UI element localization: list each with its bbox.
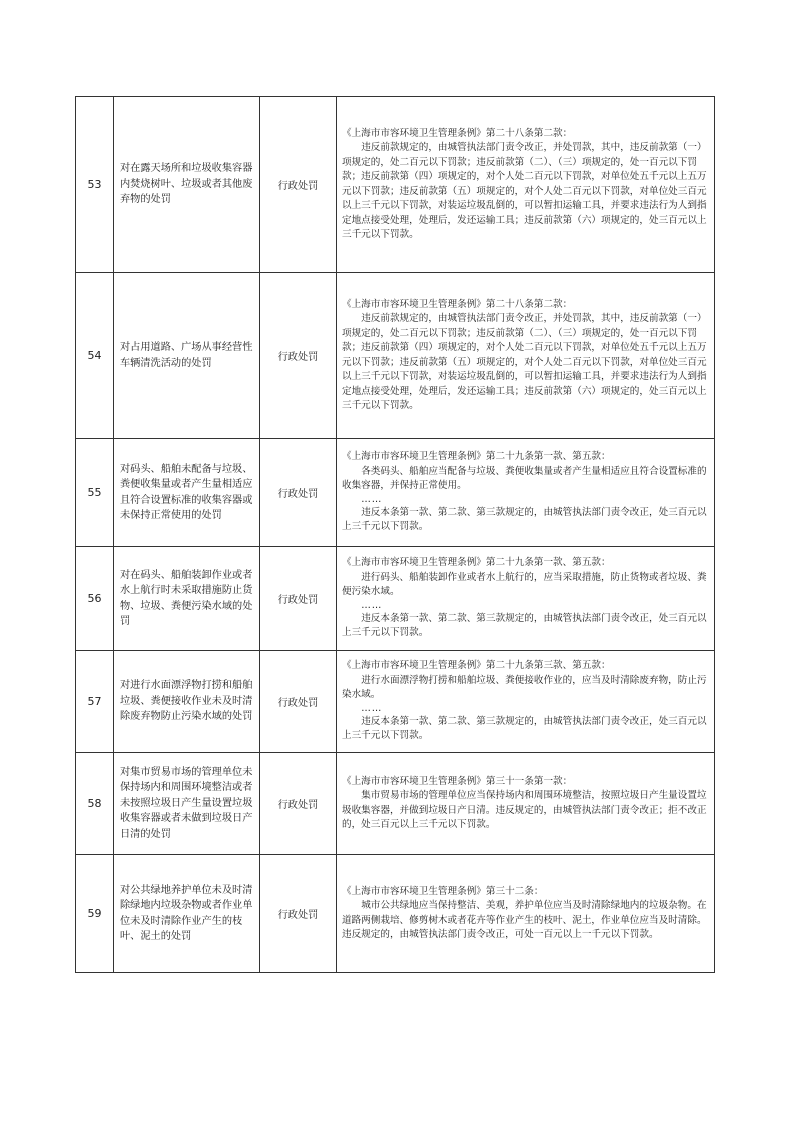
basis-text: 各类码头、船舶应当配备与垃圾、粪便收集量或者产生量相适应且符合设置标准的收集容器，并保持正常使用。	[342, 465, 707, 492]
basis-text: 集市贸易市场的管理单位应当保持场内和周围环境整洁，按照垃圾日产生量设置垃圾收集容器，并做到垃圾日产日清。违反规定的，由城管执法部门责令改正；拒不改正的，处三百元以上三千元以下罚款。	[342, 790, 707, 830]
item-name: 对进行水面漂浮物打捞和船舶垃圾、粪便接收作业未及时清除废弃物防止污染水域的处罚	[114, 651, 260, 753]
basis-text: 进行水面漂浮物打捞和船舶垃圾、粪便接收作业的，应当及时清除废弃物，防止污染水域。	[342, 674, 707, 701]
legal-basis	[337, 273, 715, 439]
basis-ellipsis: ……	[361, 493, 383, 505]
table-row	[76, 651, 715, 753]
item-number: 54	[76, 273, 114, 439]
basis-text: 城市公共绿地应当保持整洁、美观，养护单位应当及时清除绿地内的垃圾杂物。在道路两侧栽培、修剪树木或者花卉等作业产生的枝叶、泥土，作业单位应当及时清除。违反规定的，由城管执法部门责令改正，可处一百元以上一千元以下罚款。	[342, 900, 707, 940]
table-row	[76, 855, 715, 973]
item-type: 行政处罚	[260, 439, 337, 547]
basis-citation: 《上海市市容环境卫生管理条例》第三十一条第一款：	[342, 775, 573, 787]
legal-basis	[337, 855, 715, 973]
basis-text: 违反前款规定的，由城管执法部门责令改正，并处罚款，其中，违反前款第（一）项规定的，处二百元以下罚款；违反前款第（二）、（三）项规定的，处一百元以下罚款；违反前款第（四）项规定的，对个人处二百元以下罚款，对单位处五千元以上五万元以下罚款；违反前款第（五）项规定的，对个人处二百元以下罚款，对单位处三百元以上三千元以下罚款，对装运垃圾乱倒的，可以暂扣运输工具，并要求违法行为人到指定地点接受处理，处理后，发还运输工具；违反前款第（六）项规定的，处三百元以上三千元以下罚款。	[342, 142, 707, 240]
item-name: 对在码头、船舶装卸作业或者水上航行时未采取措施防止货物、垃圾、粪便污染水域的处罚	[114, 547, 260, 651]
item-number: 59	[76, 855, 114, 973]
legal-basis	[337, 753, 715, 855]
basis-citation: 《上海市市容环境卫生管理条例》第二十九条第三款、第五款：	[342, 660, 611, 672]
basis-text: 违反本条第一款、第二款、第三款规定的，由城管执法部门责令改正，处三百元以上三千元以下罚款。	[342, 715, 707, 742]
legal-basis	[337, 547, 715, 651]
item-number: 56	[76, 547, 114, 651]
legal-basis	[337, 651, 715, 753]
item-name: 对码头、船舶未配备与垃圾、粪便收集量或者产生量相适应且符合设置标准的收集容器或未保持正常使用的处罚	[114, 439, 260, 547]
table-row	[76, 273, 715, 439]
item-type: 行政处罚	[260, 753, 337, 855]
legal-basis	[337, 97, 715, 273]
item-type: 行政处罚	[260, 97, 337, 273]
table-row	[76, 753, 715, 855]
basis-citation: 《上海市市容环境卫生管理条例》第二十八条第二款：	[342, 127, 573, 139]
item-number: 55	[76, 439, 114, 547]
item-number: 57	[76, 651, 114, 753]
basis-text: 违反前款规定的，由城管执法部门责令改正，并处罚款，其中，违反前款第（一）项规定的，处二百元以下罚款；违反前款第（二）、（三）项规定的，处一百元以下罚款；违反前款第（四）项规定的，对个人处二百元以下罚款，对单位处五千元以上五万元以下罚款；违反前款第（五）项规定的，对个人处二百元以下罚款，对单位处三百元以上三千元以下罚款，对装运垃圾乱倒的，可以暂扣运输工具，并要求违法行为人到指定地点接受处理，处理后，发还运输工具；违反前款第（六）项规定的，处三百元以上三千元以下罚款。	[342, 313, 707, 411]
item-number: 53	[76, 97, 114, 273]
basis-citation: 《上海市市容环境卫生管理条例》第二十九条第一款、第五款：	[342, 451, 611, 463]
basis-citation: 《上海市市容环境卫生管理条例》第二十八条第二款：	[342, 298, 573, 310]
table-row	[76, 97, 715, 273]
item-type: 行政处罚	[260, 651, 337, 753]
item-type: 行政处罚	[260, 855, 337, 973]
legal-basis	[337, 439, 715, 547]
table-row	[76, 439, 715, 547]
basis-text: 违反本条第一款、第二款、第三款规定的，由城管执法部门责令改正，处三百元以上三千元以下罚款。	[342, 506, 707, 533]
item-name: 对在露天场所和垃圾收集容器内焚烧树叶、垃圾或者其他废弃物的处罚	[114, 97, 260, 273]
basis-text: 进行码头、船舶装卸作业或者水上航行的，应当采取措施，防止货物或者垃圾、粪便污染水域。	[342, 571, 707, 598]
penalty-table	[75, 96, 715, 973]
item-number: 58	[76, 753, 114, 855]
table-row	[76, 547, 715, 651]
basis-ellipsis: ……	[361, 599, 383, 611]
basis-ellipsis: ……	[361, 702, 383, 714]
basis-citation: 《上海市市容环境卫生管理条例》第二十九条第一款、第五款：	[342, 557, 611, 569]
item-name: 对集市贸易市场的管理单位未保持场内和周围环境整洁或者未按照垃圾日产生量设置垃圾收集容器或者未做到垃圾日产日清的处罚	[114, 753, 260, 855]
item-type: 行政处罚	[260, 273, 337, 439]
basis-text: 违反本条第一款、第二款、第三款规定的，由城管执法部门责令改正，处三百元以上三千元以下罚款。	[342, 612, 707, 639]
item-type: 行政处罚	[260, 547, 337, 651]
item-name: 对公共绿地养护单位未及时清除绿地内垃圾杂物或者作业单位未及时清除作业产生的枝叶、泥土的处罚	[114, 855, 260, 973]
item-name: 对占用道路、广场从事经营性车辆清洗活动的处罚	[114, 273, 260, 439]
basis-citation: 《上海市市容环境卫生管理条例》第三十二条：	[342, 885, 544, 897]
